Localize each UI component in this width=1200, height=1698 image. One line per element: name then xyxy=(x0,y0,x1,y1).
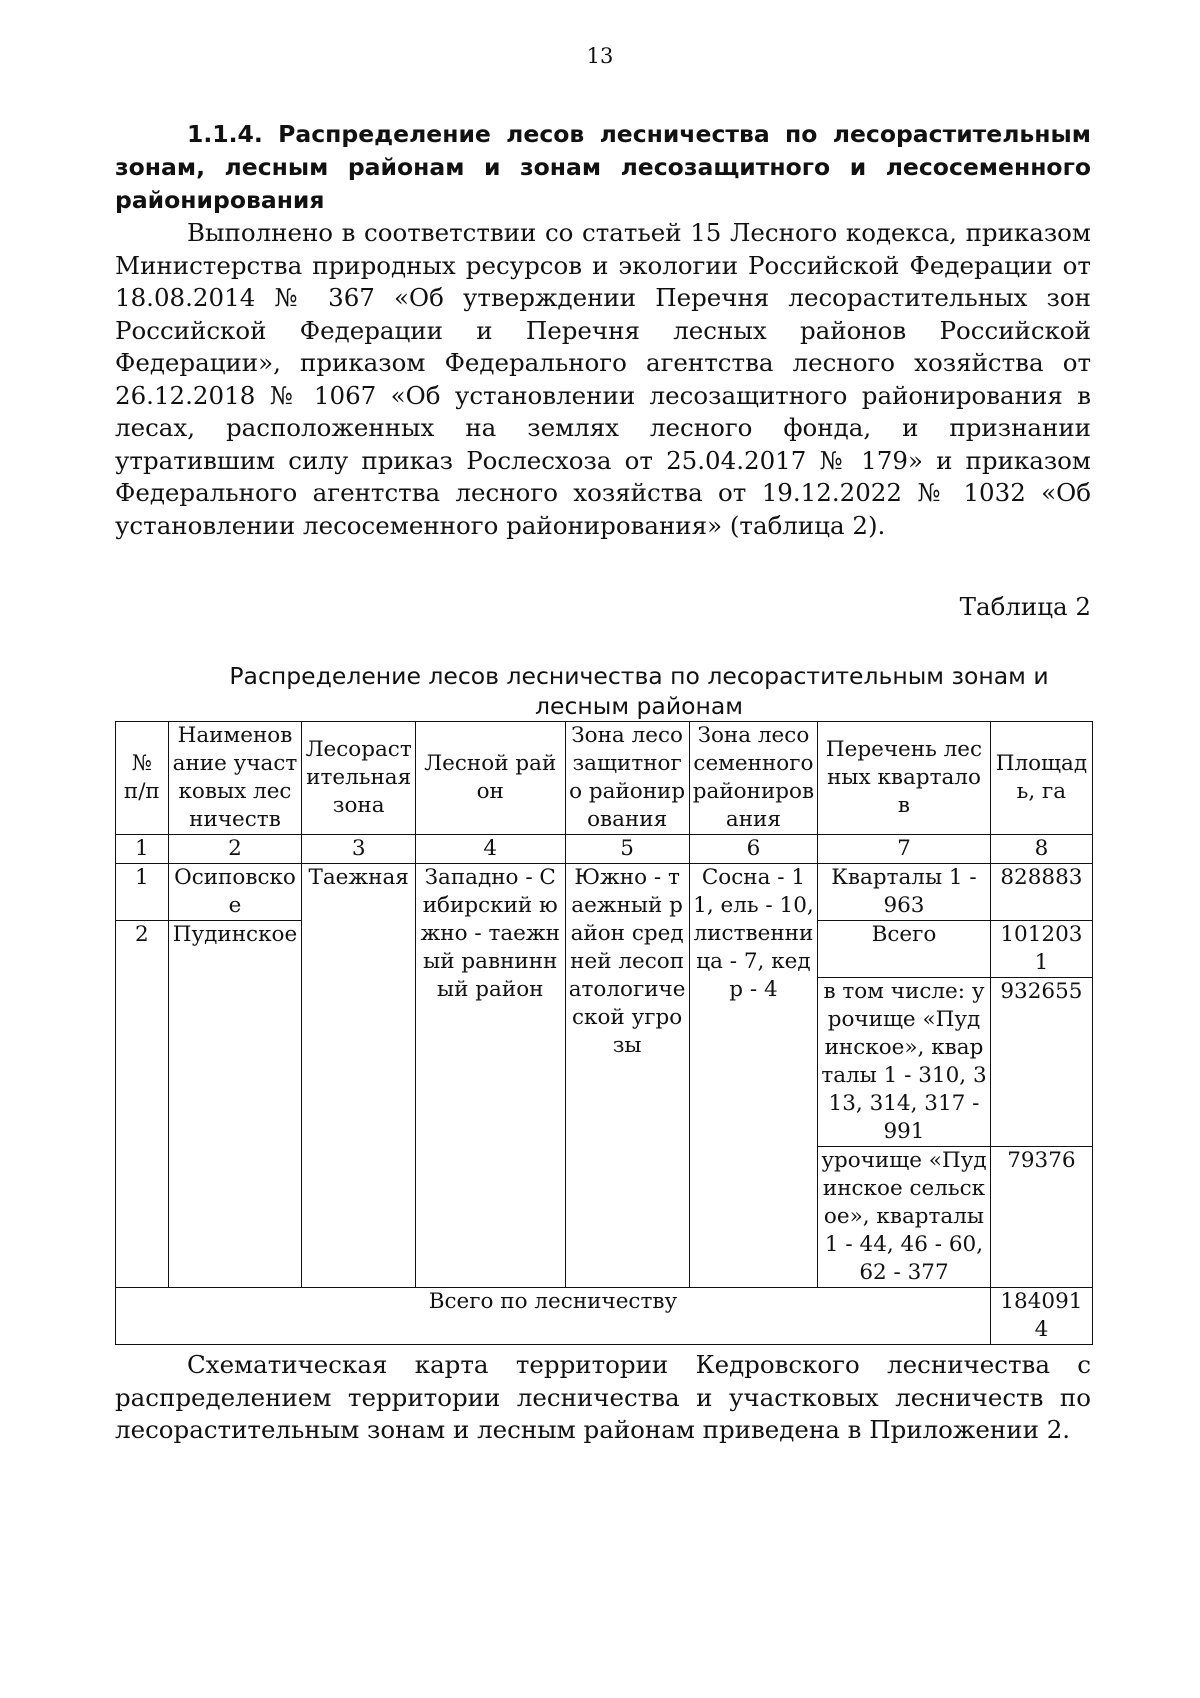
forestry-name: Осиповское xyxy=(168,864,302,921)
quarters-list: урочище «Пудинское сельское», кварталы 1 - 44, 46 - 60, 62 - 377 xyxy=(818,1147,991,1288)
header-cell: Перечень лесных кварталов xyxy=(818,722,991,835)
column-number: 3 xyxy=(302,835,416,864)
quarters-list: Кварталы 1 - 963 xyxy=(818,864,991,921)
table-label: Таблица 2 xyxy=(959,592,1091,621)
protection-zone: Южно - таежный район средней лесопатологической угрозы xyxy=(565,864,689,1288)
column-number: 7 xyxy=(818,835,991,864)
table-row xyxy=(116,864,1093,921)
row-number: 1 xyxy=(116,864,169,921)
column-number-row xyxy=(116,835,1093,864)
area-value: 1012031 xyxy=(990,921,1092,978)
document-body xyxy=(115,118,1091,1447)
table-header-row xyxy=(116,722,1093,835)
intro-paragraph: Выполнено в соответствии со статьей 15 Лесного кодекса, приказом Министерства природных ресурсов и экологии Российской Федерации от 18.08.2014 № 367 «Об утверждении Перечня лесорастительных зон Российской Федерации и Перечня лесных районов Российской Федерации», приказом Федерального агентства лесного хозяйства от 26.12.2018 № 1067 «Об установлении лесозащитного районирования в лесах, расположенных на землях лесного фонда, и признании утратившим силу приказ Рослесхоза от 25.04.2017 № 179» и приказом Федерального агентства лесного хозяйства от 19.12.2022 № 1032 «Об установлении лесосеменного районирования» (таблица 2). xyxy=(115,218,1091,540)
area-value: 828883 xyxy=(990,864,1092,921)
table-caption: Распределение лесов лесничества по лесорастительным зонам и лесным районам xyxy=(229,662,1049,720)
header-cell: Наименование участковых лесничеств xyxy=(168,722,302,835)
header-cell: Зона лесозащитного районирования xyxy=(565,722,689,835)
section-heading: 1.1.4. Распределение лесов лесничества по лесорастительным зонам, лесным районам и зонам лесозащитного и лесосеменного районирования xyxy=(115,120,1091,214)
header-cell: Лесной район xyxy=(416,722,565,835)
seed-zone: Сосна - 11, ель - 10, лиственница - 7, кедр - 4 xyxy=(689,864,817,1288)
vegetation-zone: Таежная xyxy=(302,864,416,1288)
quarters-total-label: Всего xyxy=(818,921,991,978)
area-value: 932655 xyxy=(990,978,1092,1147)
row-number: 2 xyxy=(116,921,169,1288)
column-number: 6 xyxy=(689,835,817,864)
page-number: 13 xyxy=(586,44,614,68)
header-cell: № п/п xyxy=(116,722,169,835)
header-cell: Лесорастительная зона xyxy=(302,722,416,835)
column-number: 4 xyxy=(416,835,565,864)
column-number: 8 xyxy=(990,835,1092,864)
column-number: 2 xyxy=(168,835,302,864)
grand-total-area: 1840914 xyxy=(990,1288,1092,1345)
area-value: 79376 xyxy=(990,1147,1092,1288)
header-cell: Площадь, га xyxy=(990,722,1092,835)
header-cell: Зона лесосеменного районирования xyxy=(689,722,817,835)
forest-district: Западно - Сибирский южно - таежный равнинный район xyxy=(416,864,565,1288)
grand-total-row xyxy=(116,1288,1093,1345)
grand-total-label: Всего по лесничеству xyxy=(116,1288,991,1345)
closing-paragraph: Схематическая карта территории Кедровского лесничества с распределением территории лесничества и участковых лесничеств по лесорастительным зонам и лесным районам приведена в Приложении 2. xyxy=(115,1350,1091,1444)
quarters-list: в том числе: урочище «Пудинское», кварталы 1 - 310, 313, 314, 317 - 991 xyxy=(818,978,991,1147)
column-number: 5 xyxy=(565,835,689,864)
forest-distribution-table xyxy=(115,721,1093,1345)
column-number: 1 xyxy=(116,835,169,864)
forestry-name: Пудинское xyxy=(168,921,302,1288)
